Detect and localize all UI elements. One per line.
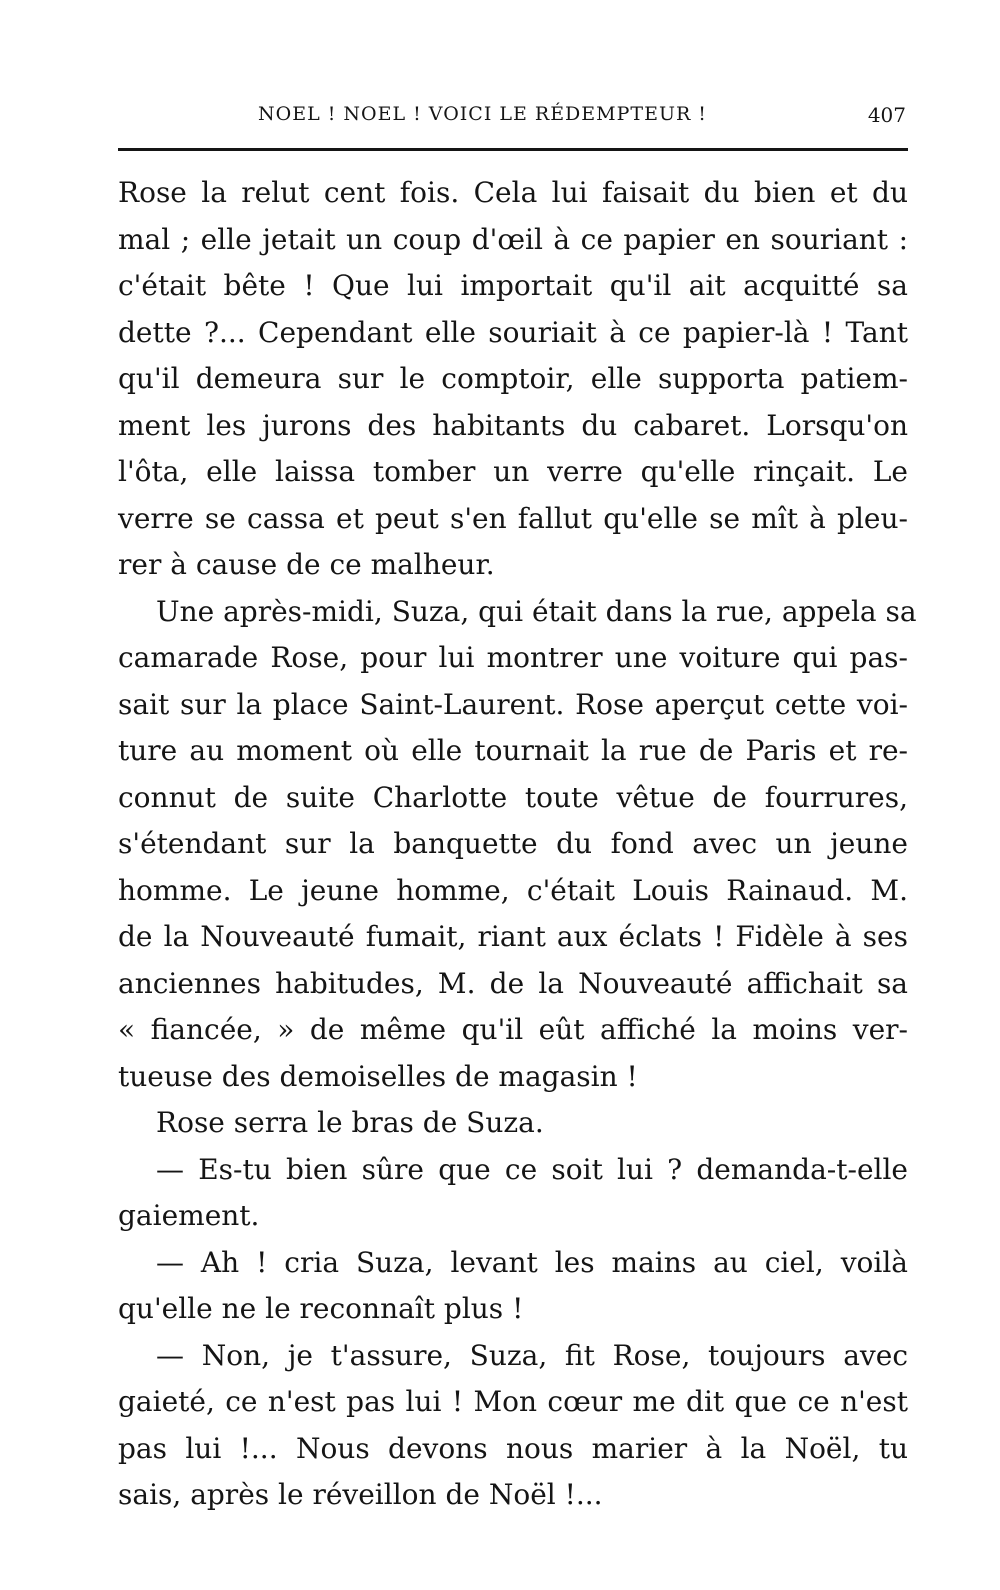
text-line: s'étendant sur la banquette du fond avec un jeune [118, 827, 908, 860]
text-line: sais, après le réveillon de Noël !... [118, 1478, 603, 1511]
text-line: anciennes habitudes, M. de la Nouveauté affichait sa [118, 966, 908, 1000]
dialogue-line: — Ah ! cria Suza, levant les mains au ciel, voilà [156, 1245, 908, 1279]
text-line: l'ôta, elle laissa tomber un verre qu'elle rinçait. Le [118, 455, 908, 488]
text-line: gaiement. [118, 1199, 260, 1232]
text-line: Rose la relut cent fois. Cela lui faisait du bien et du [118, 176, 908, 209]
text-line: dette ?... Cependant elle souriait à ce papier-là ! Tant [118, 315, 908, 349]
text-line: homme. Le jeune homme, c'était Louis Rainaud. M. [118, 873, 908, 907]
text-line: « fiancée, » de même qu'il eût affiché la moins ver- [118, 1013, 908, 1046]
running-head [118, 103, 908, 135]
text-line: c'était bête ! Que lui importait qu'il ait acquitté sa [118, 269, 908, 302]
paragraph-start-line: Une après-midi, Suza, qui était dans la rue, appela sa [156, 594, 917, 628]
dialogue-line: — Non, je t'assure, Suza, fit Rose, toujours avec [156, 1338, 908, 1372]
text-line: qu'il demeura sur le comptoir, elle supporta patiem- [118, 362, 908, 395]
paragraph-start-line: Rose serra le bras de Suza. [156, 1106, 544, 1139]
text-line: qu'elle ne le reconnaît plus ! [118, 1292, 524, 1325]
body-text [118, 170, 917, 1519]
header-rule [118, 148, 908, 151]
text-line: gaieté, ce n'est pas lui ! Mon cœur me dit que ce n'est [118, 1385, 908, 1418]
text-line: pas lui !... Nous devons nous marier à la Noël, tu [118, 1431, 908, 1465]
text-line: rer à cause de ce malheur. [118, 548, 495, 581]
page-number: 407 [867, 103, 906, 127]
text-line: ment les jurons des habitants du cabaret. Lorsqu'on [118, 408, 908, 442]
running-title: NOEL ! NOEL ! VOICI LE RÉDEMPTEUR ! [258, 103, 707, 125]
text-line: camarade Rose, pour lui montrer une voiture qui pas- [118, 641, 908, 674]
text-line: ture au moment où elle tournait la rue de Paris et re- [118, 734, 908, 767]
text-line: sait sur la place Saint-Laurent. Rose aperçut cette voi- [118, 687, 908, 721]
text-line: verre se cassa et peut s'en fallut qu'elle se mît à pleu- [118, 501, 908, 535]
text-line: mal ; elle jetait un coup d'œil à ce papier en souriant : [118, 222, 908, 256]
text-line: connut de suite Charlotte toute vêtue de fourrures, [118, 780, 908, 814]
text-line: tueuse des demoiselles de magasin ! [118, 1059, 638, 1093]
dialogue-line: — Es-tu bien sûre que ce soit lui ? demanda-t-elle [156, 1152, 908, 1186]
text-line: de la Nouveauté fumait, riant aux éclats ! Fidèle à ses [118, 920, 908, 953]
